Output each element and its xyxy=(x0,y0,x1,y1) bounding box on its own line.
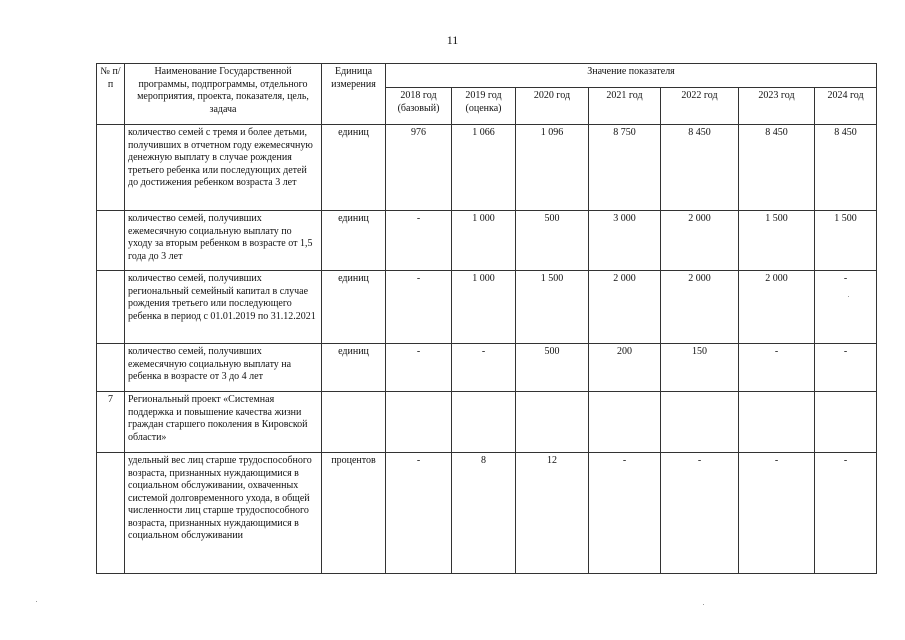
row-unit: процентов xyxy=(322,453,386,574)
row-value-2021: - xyxy=(589,453,661,574)
row-value-2018: 976 xyxy=(386,125,452,211)
row-value-2018: - xyxy=(386,453,452,574)
row-value-2020: 500 xyxy=(516,211,589,271)
table-row xyxy=(97,211,877,271)
header-name: Наименование Государственной программы, подпрограммы, отдельного мероприятия, проекта, показателя, цель, задача xyxy=(125,64,322,125)
row-name: Региональный проект «Системная поддержка и повышение качества жизни граждан старшего поколения в Кировской области» xyxy=(125,392,322,453)
header-num: № п/п xyxy=(97,64,125,125)
row-unit xyxy=(322,392,386,453)
row-value-2019: - xyxy=(452,344,516,392)
row-value-2021: 200 xyxy=(589,344,661,392)
row-value-2018: - xyxy=(386,211,452,271)
row-value-2018 xyxy=(386,392,452,453)
row-value-2024: 1 500 xyxy=(815,211,877,271)
row-value-2022 xyxy=(661,392,739,453)
row-value-2022: 150 xyxy=(661,344,739,392)
row-unit: единиц xyxy=(322,344,386,392)
row-value-2019: 1 000 xyxy=(452,271,516,344)
row-value-2024: - xyxy=(815,344,877,392)
table-row xyxy=(97,271,877,344)
row-num xyxy=(97,211,125,271)
header-year-2022: 2022 год xyxy=(661,88,739,125)
header-year-2018: 2018 год (базовый) xyxy=(386,88,452,125)
row-name: количество семей с тремя и более детьми, получивших в отчетном году ежемесячную денежную выплату в случае рождения третьего ребенка или последующих детей до достижения ребенком возраста 3 лет xyxy=(125,125,322,211)
row-value-2018: - xyxy=(386,271,452,344)
header-year-2019: 2019 год (оценка) xyxy=(452,88,516,125)
row-value-2022: 2 000 xyxy=(661,211,739,271)
row-name: количество семей, получивших региональный семейный капитал в случае рождения третьего или последующего ребенка в период с 01.01.2019 по 31.12.2021 xyxy=(125,271,322,344)
row-unit: единиц xyxy=(322,271,386,344)
scan-speck xyxy=(36,601,37,602)
row-value-2020: 1 096 xyxy=(516,125,589,211)
row-value-2023: 1 500 xyxy=(739,211,815,271)
row-value-2022: 2 000 xyxy=(661,271,739,344)
table-row xyxy=(97,344,877,392)
row-value-2020: 1 500 xyxy=(516,271,589,344)
row-unit: единиц xyxy=(322,125,386,211)
row-name: удельный вес лиц старше трудоспособного возраста, признанных нуждающимися в социальном обслуживании, охваченных системой долговременного ухода, в общей численности лиц старше трудоспособного возраста, признанных нуждающимися в социальном обслуживании xyxy=(125,453,322,574)
row-value-2024: 8 450 xyxy=(815,125,877,211)
row-value-2019: 8 xyxy=(452,453,516,574)
indicator-table xyxy=(96,63,877,574)
row-value-2020 xyxy=(516,392,589,453)
row-value-2018: - xyxy=(386,344,452,392)
row-unit: единиц xyxy=(322,211,386,271)
header-year-2024: 2024 год xyxy=(815,88,877,125)
row-value-2019 xyxy=(452,392,516,453)
row-num xyxy=(97,453,125,574)
row-num: 7 xyxy=(97,392,125,453)
scan-speck xyxy=(848,296,849,297)
row-value-2023 xyxy=(739,392,815,453)
row-value-2024 xyxy=(815,392,877,453)
row-value-2022: - xyxy=(661,453,739,574)
row-value-2021: 2 000 xyxy=(589,271,661,344)
header-unit: Единица измерения xyxy=(322,64,386,125)
row-value-2023: 8 450 xyxy=(739,125,815,211)
row-value-2021: 8 750 xyxy=(589,125,661,211)
row-num xyxy=(97,125,125,211)
row-value-2021: 3 000 xyxy=(589,211,661,271)
row-name: количество семей, получивших ежемесячную социальную выплату по уходу за вторым ребенком в возрасте от 1,5 года до 3 лет xyxy=(125,211,322,271)
row-num xyxy=(97,271,125,344)
header-year-2021: 2021 год xyxy=(589,88,661,125)
header-year-2023: 2023 год xyxy=(739,88,815,125)
header-value-group: Значение показателя xyxy=(386,64,877,88)
table-row xyxy=(97,392,877,453)
row-num xyxy=(97,344,125,392)
row-value-2023: - xyxy=(739,453,815,574)
table-row xyxy=(97,453,877,574)
header-year-2020: 2020 год xyxy=(516,88,589,125)
row-value-2024: - xyxy=(815,453,877,574)
row-value-2020: 12 xyxy=(516,453,589,574)
table-row xyxy=(97,125,877,211)
row-value-2022: 8 450 xyxy=(661,125,739,211)
row-value-2019: 1 000 xyxy=(452,211,516,271)
row-name: количество семей, получивших ежемесячную социальную выплату на ребенка в возрасте от 3 до 4 лет xyxy=(125,344,322,392)
page-number: 11 xyxy=(446,33,459,47)
row-value-2023: - xyxy=(739,344,815,392)
row-value-2019: 1 066 xyxy=(452,125,516,211)
row-value-2020: 500 xyxy=(516,344,589,392)
row-value-2024: - xyxy=(815,271,877,344)
row-value-2021 xyxy=(589,392,661,453)
row-value-2023: 2 000 xyxy=(739,271,815,344)
scan-speck xyxy=(703,604,704,605)
